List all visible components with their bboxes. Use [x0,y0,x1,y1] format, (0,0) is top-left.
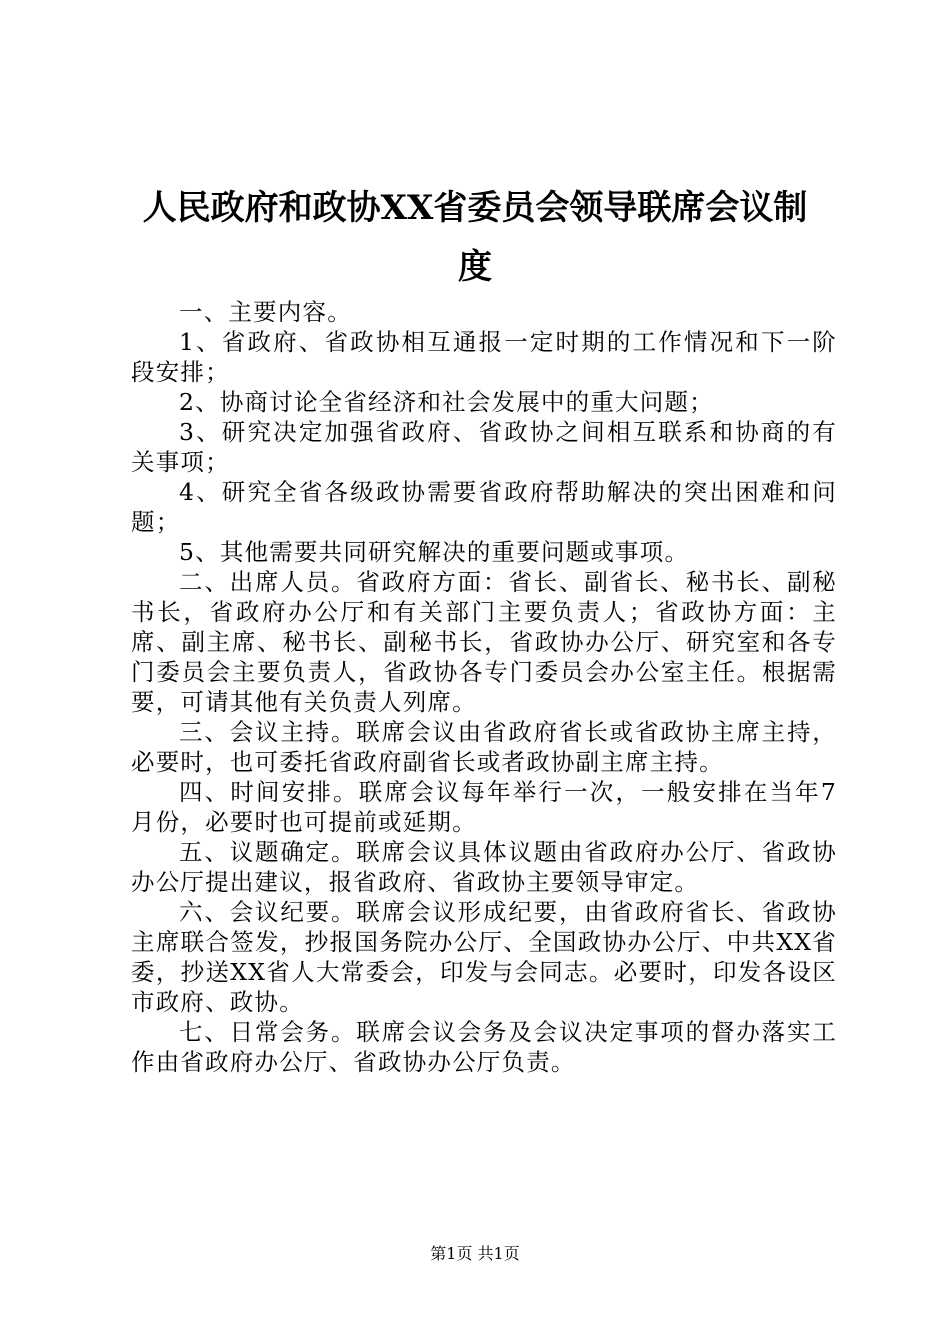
paragraph-daily-affairs: 七、日常会务。联席会议会务及会议决定事项的督办落实工作由省政府办公厅、省政协办公厅负责。 [131,1018,837,1076]
document-body [131,297,837,1077]
paragraph-main-content-heading: 一、主要内容。 [179,298,352,326]
paragraph-meeting-host: 三、会议主持。联席会议由省政府省长或省政协主席主持，必要时，也可委托省政府副省长或者政协副主席主持。 [131,718,837,776]
paragraph-item-1: 1、省政府、省政协相互通报一定时期的工作情况和下一阶段安排； [131,328,837,386]
document-title-line-1: 人民政府和政协XX省委员会领导联席会议制 [142,188,808,228]
paragraph-agenda: 五、议题确定。联席会议具体议题由省政府办公厅、省政协办公厅提出建议，报省政府、省政协主要领导审定。 [131,838,837,896]
paragraph-schedule: 四、时间安排。联席会议每年举行一次，一般安排在当年7月份，必要时也可提前或延期。 [131,778,837,836]
paragraph-attendees: 二、出席人员。省政府方面：省长、副省长、秘书长、副秘书长，省政府办公厅和有关部门主要负责人；省政协方面：主席、副主席、秘书长、副秘书长，省政协办公厅、研究室和各专门委员会主要负责人，省政协各专门委员会办公室主任。根据需要，可请其他有关负责人列席。 [131,568,837,716]
paragraph-minutes: 六、会议纪要。联席会议形成纪要，由省政府省长、省政协主席联合签发，抄报国务院办公厅、全国政协办公厅、中共XX省委，抄送XX省人大常委会，印发与会同志。必要时，印发各设区市政府、政协。 [131,898,837,1016]
paragraph-item-2: 2、协商讨论全省经济和社会发展中的重大问题； [179,388,714,416]
paragraph-item-4: 4、研究全省各级政协需要省政府帮助解决的突出困难和问题； [131,478,837,536]
paragraph-item-3: 3、研究决定加强省政府、省政协之间相互联系和协商的有关事项； [131,418,837,476]
page-number-footer: 第1页 共1页 [430,1244,520,1263]
document-title-line-2: 度 [458,247,492,287]
paragraph-item-5: 5、其他需要共同研究解决的重要问题或事项。 [179,538,690,566]
